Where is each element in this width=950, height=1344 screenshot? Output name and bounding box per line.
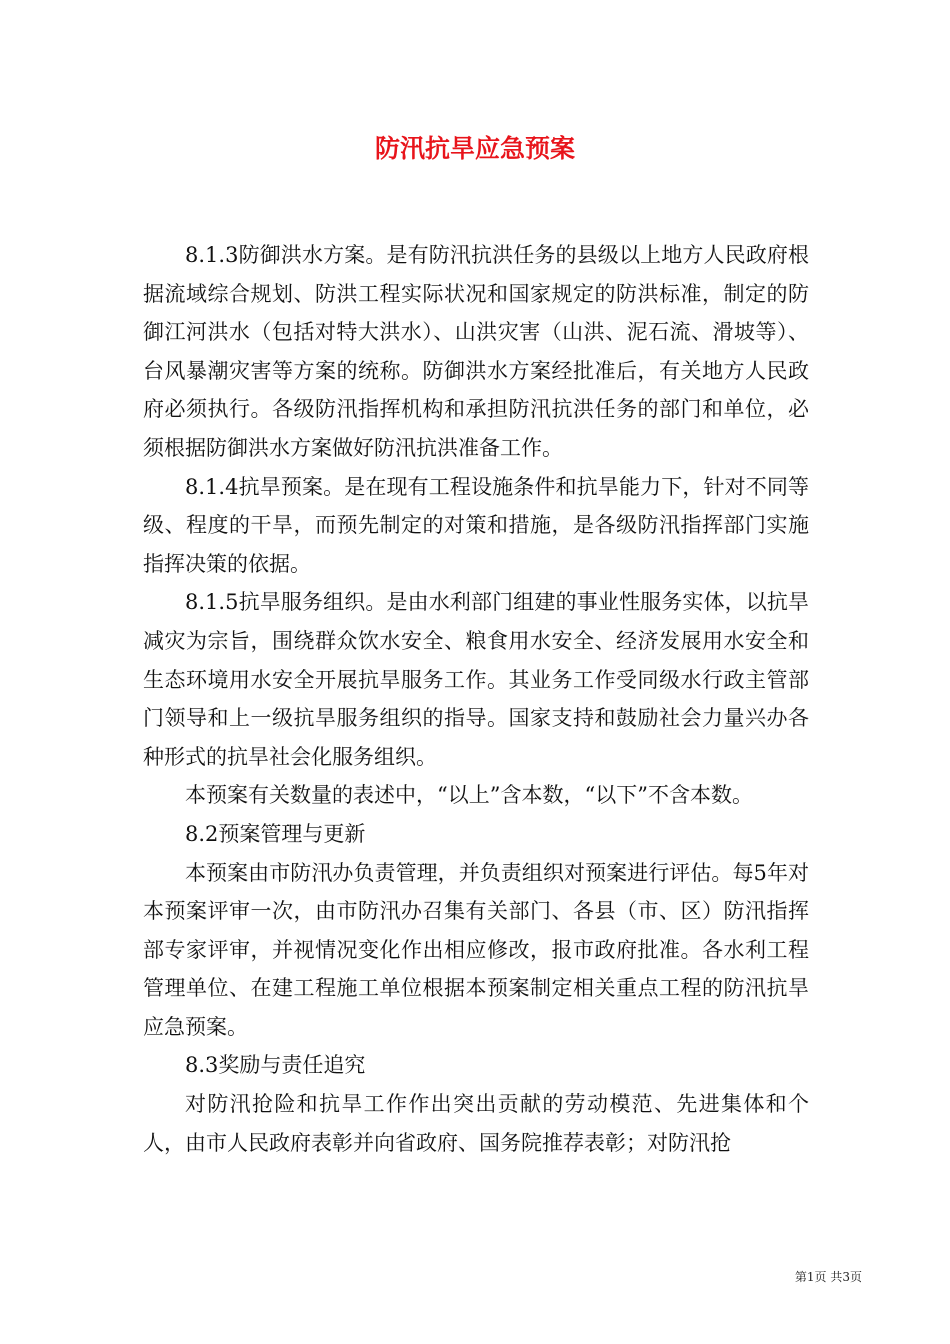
page-number: 第1页 共3页 (794, 1270, 862, 1284)
paragraph-quantity-note: 本预案有关数量的表述中，“以上”含本数，“以下”不含本数。 (185, 783, 753, 808)
paragraph-8-1-4: 8.1.4抗旱预案。是在现有工程设施条件和抗旱能力下，针对不同等级、程度的干旱，而预先制定的对策和措施，是各级防汛指挥部门实施指挥决策的依据。 (143, 474, 809, 576)
paragraph-8-1-5: 8.1.5抗旱服务组织。是由水利部门组建的事业性服务实体，以抗旱减灾为宗旨，围绕群众饮水安全、粮食用水安全、经济发展用水安全和生态环境用水安全开展抗旱服务工作。其业务工作受同级水行政主管部门领导和上一级抗旱服务组织的指导。国家支持和鼓励社会力量兴办各种形式的抗旱社会化服务组织。 (143, 590, 809, 769)
paragraph-rewards: 对防汛抢险和抗旱工作作出突出贡献的劳动模范、先进集体和个人，由市人民政府表彰并向省政府、国务院推荐表彰；对防汛抢 (143, 1092, 809, 1155)
paragraph-8-1-3: 8.1.3防御洪水方案。是有防汛抗洪任务的县级以上地方人民政府根据流域综合规划、防洪工程实际状况和国家规定的防洪标准，制定的防御江河洪水（包括对特大洪水）、山洪灾害（山洪、泥石流、滑坡等）、台风暴潮灾害等方案的统称。防御洪水方案经批准后，有关地方人民政府必须执行。各级防汛指挥机构和承担防汛抗洪任务的部门和单位，必须根据防御洪水方案做好防汛抗洪准备工作。 (143, 243, 809, 460)
document-body (143, 236, 809, 1162)
paragraph-plan-management: 本预案由市防汛办负责管理，并负责组织对预案进行评估。每5年对本预案评审一次，由市防汛办召集有关部门、各县（市、区）防汛指挥部专家评审，并视情况变化作出相应修改，报市政府批准。各水利工程管理单位、在建工程施工单位根据本预案制定相关重点工程的防汛抗旱应急预案。 (143, 860, 809, 1039)
section-heading-8-3: 8.3奖励与责任追究 (185, 1053, 366, 1078)
document-title: 防汛抗旱应急预案 (374, 134, 575, 163)
section-heading-8-2: 8.2预案管理与更新 (185, 821, 366, 846)
